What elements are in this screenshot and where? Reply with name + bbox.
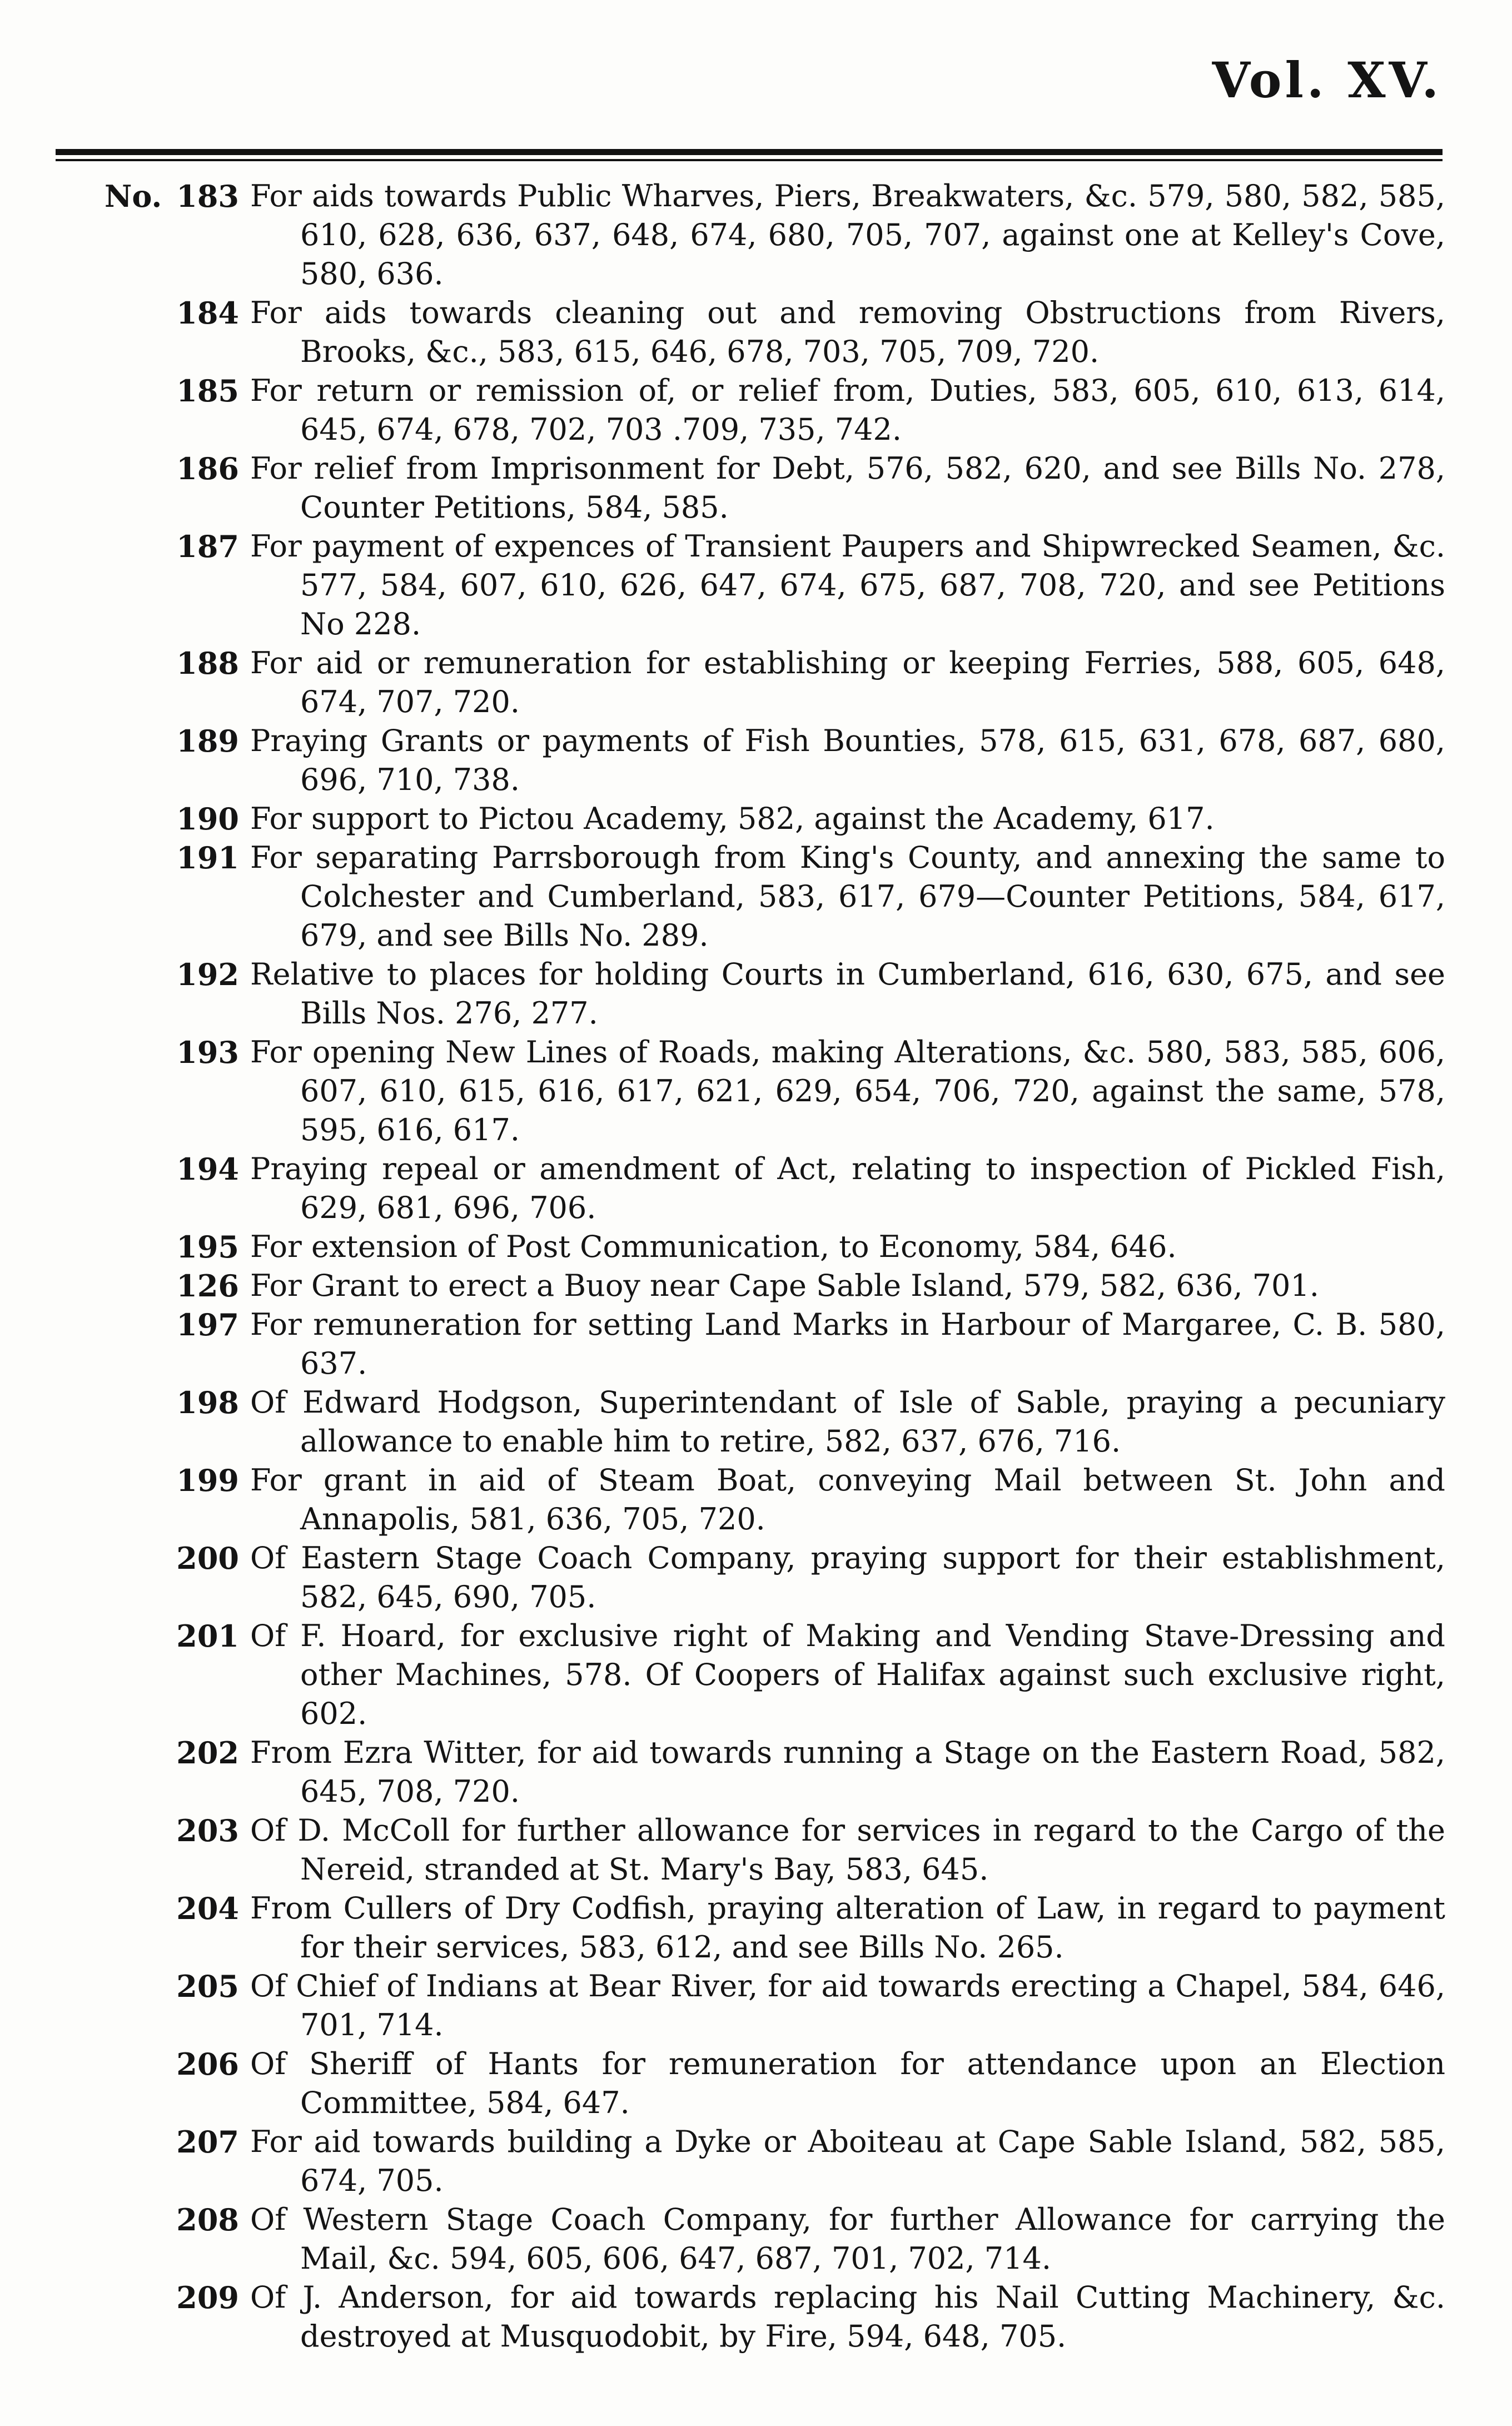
entry-number-value: 207	[176, 2124, 239, 2160]
entry-number-value: 202	[176, 1735, 239, 1771]
index-entry	[56, 1033, 1445, 1150]
entry-number-value: 183	[176, 178, 239, 214]
entry-number-prefix: No.	[105, 178, 162, 214]
entry-number-value: 198	[176, 1385, 239, 1420]
entry-text: From Ezra Witter, for aid towards running a Stage on the Eastern Road, 582, 645, 708, 720.	[250, 1735, 1445, 1809]
entry-text: For grant in aid of Steam Boat, conveying Mail between St. John and Annapolis, 581, 636, 705, 720.	[250, 1463, 1445, 1537]
entry-number-value: 206	[176, 2046, 239, 2082]
entry-number	[56, 1227, 239, 1266]
entry-number	[56, 2278, 239, 2317]
entry-text: Of Edward Hodgson, Superintendant of Isle of Sable, praying a pecuniary allowance to enable him to retire, 582, 637, 676, 716.	[250, 1385, 1445, 1459]
entry-text: From Cullers of Dry Codfish, praying alteration of Law, in regard to payment for their services, 583, 612, and see Bills No. 265.	[250, 1891, 1445, 1965]
entry-number-value: 184	[176, 295, 239, 331]
entry-number	[56, 1539, 239, 1578]
index-entry	[56, 527, 1445, 644]
entry-number	[56, 644, 239, 683]
index-entry	[56, 955, 1445, 1033]
index-entry	[56, 1305, 1445, 1383]
entry-number	[56, 1889, 239, 1928]
entry-number	[56, 1150, 239, 1189]
index-entry	[56, 1967, 1445, 2045]
entry-number-value: 192	[176, 957, 239, 992]
entry-number	[56, 1811, 239, 1850]
entry-number	[56, 371, 239, 410]
entry-number	[56, 722, 239, 760]
entry-text: For aids towards Public Wharves, Piers, Breakwaters, &c. 579, 580, 582, 585, 610, 628, 636, 637, 648, 674, 680, 705, 707, against one at Kelley's Cove, 580, 636.	[250, 178, 1445, 291]
entry-text: For opening New Lines of Roads, making Alterations, &c. 580, 583, 585, 606, 607, 610, 615, 616, 617, 621, 629, 654, 706, 720, against the same, 578, 595, 616, 617.	[250, 1035, 1445, 1147]
index-entry	[56, 644, 1445, 722]
entry-number-value: 209	[176, 2280, 239, 2315]
entry-number	[56, 1305, 239, 1344]
entry-number-value: 185	[176, 373, 239, 409]
entry-number-value: 205	[176, 1968, 239, 2004]
entry-number-value: 203	[176, 1813, 239, 1848]
entry-number-value: 191	[176, 840, 239, 876]
entry-number	[56, 1033, 239, 1072]
entry-number-value: 193	[176, 1035, 239, 1070]
volume-header: Vol. XV.	[1212, 51, 1442, 109]
entry-text: Of F. Hoard, for exclusive right of Making and Vending Stave-Dressing and other Machines, 578. Of Coopers of Halifax against such exclusive right, 602.	[250, 1618, 1445, 1731]
index-entry	[56, 1889, 1445, 1967]
entry-number-value: 208	[176, 2202, 239, 2238]
entry-text: Of Eastern Stage Coach Company, praying support for their establishment, 582, 645, 690, 705.	[250, 1540, 1445, 1614]
entry-text: For aid towards building a Dyke or Aboiteau at Cape Sable Island, 582, 585, 674, 705.	[250, 2124, 1445, 2198]
entry-number	[56, 838, 239, 877]
index-entry	[56, 1266, 1445, 1305]
entry-number-value: 204	[176, 1891, 239, 1926]
index-entry	[56, 2278, 1445, 2356]
index-entry	[56, 1733, 1445, 1811]
header-rule-thick	[56, 149, 1443, 155]
index-entry	[56, 2122, 1445, 2200]
entry-number-value: 200	[176, 1540, 239, 1576]
entry-text: For separating Parrsborough from King's County, and annexing the same to Colchester and Cumberland, 583, 617, 679—Counter Petitions, 584, 617, 679, and see Bills No. 289.	[250, 840, 1445, 953]
entry-text: For return or remission of, or relief from, Duties, 583, 605, 610, 613, 614, 645, 674, 678, 702, 703 .709, 735, 742.	[250, 373, 1445, 447]
entry-number-value: 195	[176, 1229, 239, 1265]
index-entry	[56, 2045, 1445, 2122]
index-entry	[56, 1617, 1445, 1733]
entry-text: For remuneration for setting Land Marks in Harbour of Margaree, C. B. 580, 637.	[250, 1307, 1445, 1381]
entry-number-value: 201	[176, 1618, 239, 1654]
index-entry	[56, 1150, 1445, 1227]
index-entry	[56, 449, 1445, 527]
entry-number-value: 190	[176, 801, 239, 837]
entry-number-value: 197	[176, 1307, 239, 1343]
entry-text: Praying repeal or amendment of Act, relating to inspection of Pickled Fish, 629, 681, 696, 706.	[250, 1151, 1445, 1225]
entry-text: For relief from Imprisonment for Debt, 576, 582, 620, and see Bills No. 278, Counter Petitions, 584, 585.	[250, 451, 1445, 525]
index-entry	[56, 1811, 1445, 1889]
entry-number	[56, 1733, 239, 1772]
index-entry	[56, 177, 1445, 294]
entry-text: For Grant to erect a Buoy near Cape Sable Island, 579, 582, 636, 701.	[250, 1268, 1319, 1303]
entry-number-value: 189	[176, 723, 239, 759]
entry-number-value: 194	[176, 1151, 239, 1187]
entry-number	[56, 2045, 239, 2084]
entry-text: For payment of expences of Transient Paupers and Shipwrecked Seamen, &c. 577, 584, 607, 610, 626, 647, 674, 675, 687, 708, 720, and see Petitions No 228.	[250, 529, 1445, 642]
entry-number	[56, 1383, 239, 1422]
entry-text: For extension of Post Communication, to Economy, 584, 646.	[250, 1229, 1177, 1264]
entry-number	[56, 294, 239, 332]
entry-number	[56, 527, 239, 566]
entry-number	[56, 1266, 239, 1305]
entry-text: Of Western Stage Coach Company, for further Allowance for carrying the Mail, &c. 594, 605, 606, 647, 687, 701, 702, 714.	[250, 2202, 1445, 2276]
index-entry	[56, 294, 1445, 371]
entry-number	[56, 2200, 239, 2239]
entry-text: For support to Pictou Academy, 582, against the Academy, 617.	[250, 801, 1215, 836]
entry-number	[56, 177, 239, 216]
index-entry	[56, 371, 1445, 449]
entry-number-value: 126	[176, 1268, 239, 1304]
index-entry	[56, 799, 1445, 838]
entry-number	[56, 1617, 239, 1656]
header-rule-thin	[56, 159, 1443, 161]
entry-number-value: 199	[176, 1463, 239, 1498]
index-entry	[56, 2200, 1445, 2278]
entry-number-value: 187	[176, 529, 239, 564]
entry-number	[56, 2122, 239, 2161]
entry-number	[56, 955, 239, 994]
entry-text: Of D. McColl for further allowance for services in regard to the Cargo of the Nereid, stranded at St. Mary's Bay, 583, 645.	[250, 1813, 1445, 1887]
index-entry	[56, 1461, 1445, 1539]
entry-text: Of Sheriff of Hants for remuneration for attendance upon an Election Committee, 584, 647.	[250, 2046, 1445, 2120]
index-entry	[56, 1383, 1445, 1461]
index-entry	[56, 722, 1445, 799]
entry-text: For aids towards cleaning out and removing Obstructions from Rivers, Brooks, &c., 583, 615, 646, 678, 703, 705, 709, 720.	[250, 295, 1445, 369]
entry-text: For aid or remuneration for establishing or keeping Ferries, 588, 605, 648, 674, 707, 720.	[250, 645, 1445, 719]
entry-number-value: 188	[176, 645, 239, 681]
index-entry	[56, 1539, 1445, 1617]
petition-index-list	[56, 177, 1445, 2356]
entry-number	[56, 799, 239, 838]
entry-number	[56, 1461, 239, 1500]
entry-number	[56, 1967, 239, 2006]
entry-text: Relative to places for holding Courts in Cumberland, 616, 630, 675, and see Bills Nos. 276, 277.	[250, 957, 1445, 1031]
entry-text: Of Chief of Indians at Bear River, for aid towards erecting a Chapel, 584, 646, 701, 714.	[250, 1968, 1445, 2042]
entry-number-value: 186	[176, 451, 239, 486]
index-entry	[56, 1227, 1445, 1266]
entry-text: Praying Grants or payments of Fish Bounties, 578, 615, 631, 678, 687, 680, 696, 710, 738.	[250, 723, 1445, 797]
entry-number	[56, 449, 239, 488]
entry-text: Of J. Anderson, for aid towards replacing his Nail Cutting Machinery, &c. destroyed at Musquodobit, by Fire, 594, 648, 705.	[250, 2280, 1445, 2354]
index-entry	[56, 838, 1445, 955]
